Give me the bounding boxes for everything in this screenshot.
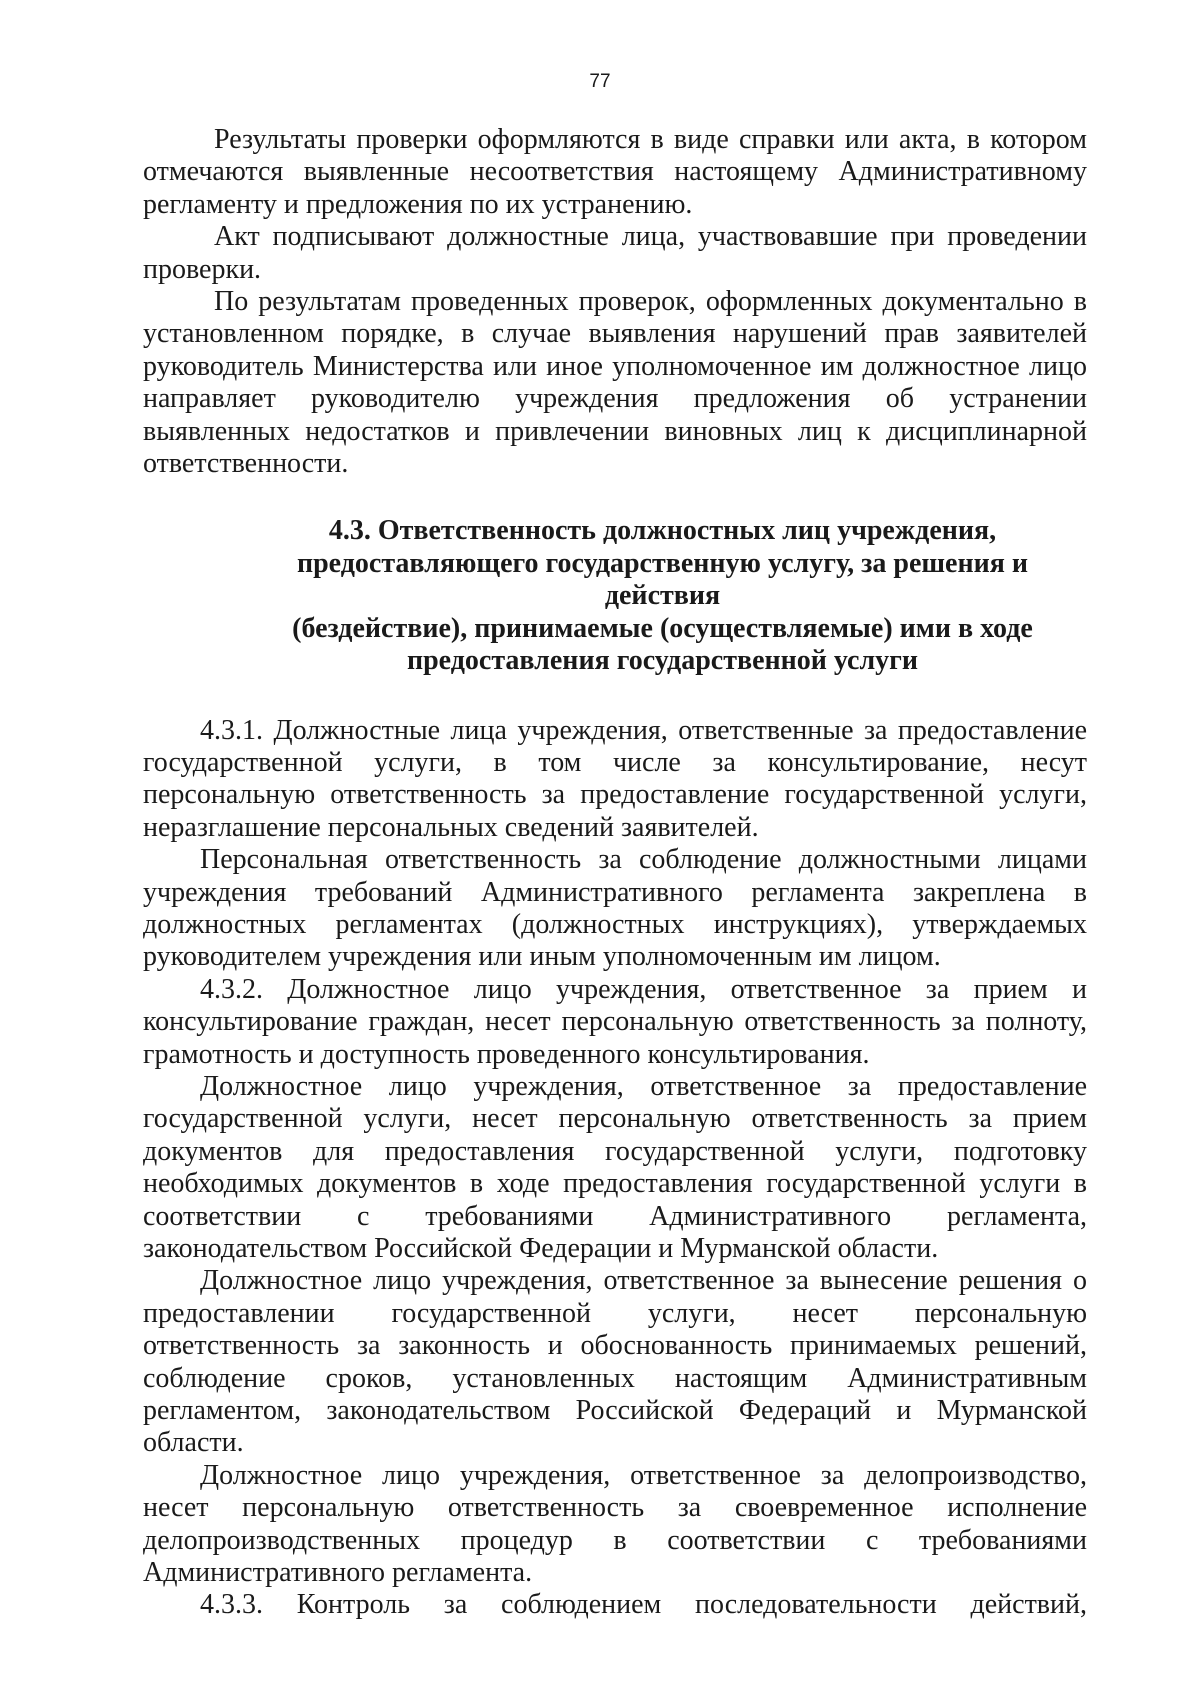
paragraph: Персональная ответственность за соблюдение должностными лицами учреждения требований Административного регламента закреплена в должностных регламентах (должностных инструкциях), утверждаемых руководителем учреждения или иным уполномоченным им лицом. (143, 844, 1087, 973)
heading-line: 4.3. Ответственность должностных лиц учреждения, (328, 515, 997, 547)
paragraph: 4.3.3. Контроль за соблюдением последовательности действий, (200, 1589, 1087, 1621)
paragraph: Должностное лицо учреждения, ответственное за вынесение решения о предоставлении государственной услуги, несет персональную ответственность за законность и обоснованность принимаемых решений, соблюдение сроков, установленных настоящим Административным регламентом, законодательством Российской Федераций и Мурманской области. (143, 1265, 1087, 1459)
paragraph: По результатам проведенных проверок, оформленных документально в установленном порядке, в случае выявления нарушений прав заявителей руководитель Министерства или иное уполномоченное им должностное лицо направляет руководителю учреждения предложения об устранении выявленных недостатков и привлечении виновных лиц к дисциплинарной ответственности. (143, 286, 1087, 480)
paragraph: Должностное лицо учреждения, ответственное за делопроизводство, несет персональную ответственность за своевременное исполнение делопроизводственных процедур в соответствии с требованиями Административного регламента. (143, 1459, 1087, 1589)
paragraph: 4.3.2. Должностное лицо учреждения, ответственное за прием и консультирование граждан, несет персональную ответственность за полноту, грамотность и доступность проведенного консультирования. (143, 973, 1087, 1070)
heading-line: (бездействие), принимаемые (осуществляемые) ими в ходе (292, 612, 1033, 644)
paragraph: Должностное лицо учреждения, ответственное за предоставление государственной услуги, несет персональную ответственность за прием документов для предоставления государственной услуги, подготовку необходимых документов в ходе предоставления государственной услуги в соответствии с требованиями Административного регламента, законодательством Российской Федерации и Мурманской области. (143, 1070, 1087, 1264)
heading-line: предоставляющего государственную услугу, за решения и действия (296, 547, 1029, 612)
paragraph: 4.3.1. Должностные лица учреждения, ответственные за предоставление государственной услуги, в том числе за консультирование, несут персональную ответственность за предоставление государственной услуги, неразглашение персональных сведений заявителей. (143, 714, 1087, 843)
paragraph: Результаты проверки оформляются в виде справки или акта, в котором отмечаются выявленные несоответствия настоящему Административному регламенту и предложения по их устранению. (143, 124, 1087, 220)
paragraph: Акт подписывают должностные лица, участвовавшие при проведении проверки. (143, 221, 1087, 285)
page-number: 77 (589, 71, 611, 92)
section-heading (143, 515, 1087, 677)
document-body (143, 124, 1087, 1622)
heading-line: предоставления государственной услуги (406, 645, 919, 677)
